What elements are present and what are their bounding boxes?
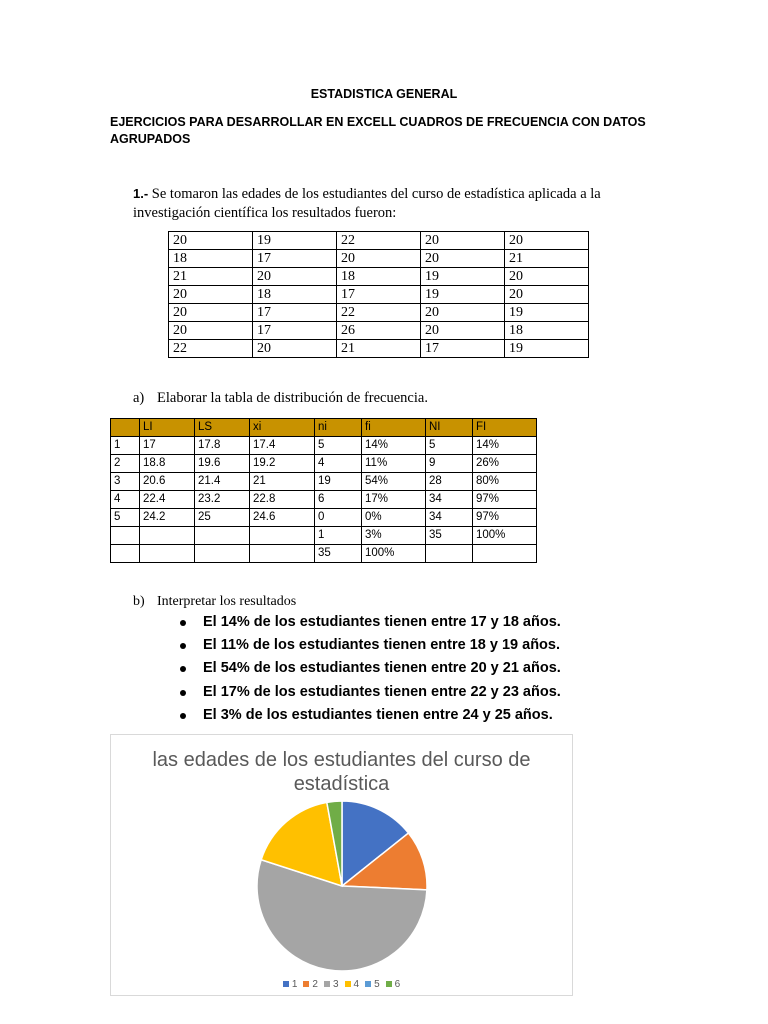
table-cell: 20	[421, 304, 505, 322]
list-item: El 3% de los estudiantes tienen entre 24 y 25 años.	[180, 704, 561, 727]
table-cell: 80%	[473, 473, 537, 491]
table-cell: 17	[421, 340, 505, 358]
table-cell: 54%	[362, 473, 426, 491]
legend-item-5	[365, 979, 380, 990]
table-cell: 14%	[473, 437, 537, 455]
pie-chart	[110, 734, 573, 996]
table-cell: 26%	[473, 455, 537, 473]
table-cell: 20	[337, 250, 421, 268]
table-cell: 19.6	[195, 455, 250, 473]
table-cell	[111, 527, 140, 545]
legend-label: 3	[332, 979, 339, 990]
table-cell: 100%	[473, 527, 537, 545]
bullet-icon	[180, 666, 186, 672]
list-item: El 14% de los estudiantes tienen entre 17 y 18 años.	[180, 611, 561, 634]
legend-item-6	[386, 979, 401, 990]
legend-label: 2	[312, 979, 318, 990]
table-cell: 22	[169, 340, 253, 358]
table-row	[111, 473, 537, 491]
table-row	[111, 527, 537, 545]
question-number: 1.-	[133, 186, 149, 201]
legend-swatch	[303, 981, 309, 987]
column-header: FI	[473, 419, 537, 437]
table-row	[169, 340, 589, 358]
table-cell: 34	[426, 509, 473, 527]
table-cell: 17	[253, 304, 337, 322]
chart-title: las edades de los estudiantes del curso de estadística	[152, 749, 531, 795]
legend-swatch	[283, 981, 289, 987]
table-cell: 17	[140, 437, 195, 455]
table-cell: 24.6	[250, 509, 315, 527]
bullet-icon	[180, 713, 186, 719]
table-cell	[111, 545, 140, 563]
table-cell	[140, 545, 195, 563]
column-header: ni	[315, 419, 362, 437]
table-row	[169, 268, 589, 286]
page-title: ESTADISTICA GENERAL	[310, 87, 458, 101]
legend-label: 6	[394, 979, 401, 990]
table-cell: 5	[111, 509, 140, 527]
table-cell: 22.8	[250, 491, 315, 509]
question-1	[133, 184, 653, 223]
table-cell: 97%	[473, 509, 537, 527]
legend-swatch	[386, 981, 392, 987]
table-cell: 21	[337, 340, 421, 358]
table-row	[111, 455, 537, 473]
table-row	[111, 509, 537, 527]
table-cell	[250, 527, 315, 545]
table-cell: 0%	[362, 509, 426, 527]
table-row	[169, 232, 589, 250]
legend-item-4	[345, 979, 360, 990]
table-cell: 18.8	[140, 455, 195, 473]
exercise-subtitle: EJERCICIOS PARA DESARROLLAR EN EXCELL CUADROS DE FRECUENCIA CON DATOS AGRUPADOS	[110, 115, 646, 146]
table-cell: 22	[337, 232, 421, 250]
item-b-label: b)	[133, 594, 145, 609]
bullet-icon	[180, 690, 186, 696]
table-row	[111, 437, 537, 455]
table-cell: 17	[337, 286, 421, 304]
table-row	[169, 286, 589, 304]
table-row	[111, 491, 537, 509]
table-cell: 5	[426, 437, 473, 455]
table-cell	[473, 545, 537, 563]
table-cell: 26	[337, 322, 421, 340]
list-item: El 17% de los estudiantes tienen entre 22 y 23 años.	[180, 681, 561, 704]
legend-swatch	[324, 981, 330, 987]
table-cell: 100%	[362, 545, 426, 563]
table-header-row	[111, 419, 537, 437]
legend-label: 4	[353, 979, 360, 990]
legend-item-2	[303, 979, 318, 990]
table-cell: 18	[169, 250, 253, 268]
table-cell: 23.2	[195, 491, 250, 509]
table-cell: 21	[250, 473, 315, 491]
column-header	[111, 419, 140, 437]
chart-legend	[111, 979, 572, 990]
table-cell: 28	[426, 473, 473, 491]
legend-swatch	[345, 981, 351, 987]
table-cell: 35	[426, 527, 473, 545]
table-cell: 19	[315, 473, 362, 491]
column-header: fi	[362, 419, 426, 437]
table-cell: 19	[505, 304, 589, 322]
table-row	[169, 304, 589, 322]
table-cell: 20	[169, 304, 253, 322]
table-cell: 22	[337, 304, 421, 322]
table-cell: 17.8	[195, 437, 250, 455]
table-cell	[195, 527, 250, 545]
table-cell: 19.2	[250, 455, 315, 473]
column-header: LI	[140, 419, 195, 437]
item-b	[133, 594, 296, 610]
column-header: NI	[426, 419, 473, 437]
table-cell: 20	[421, 322, 505, 340]
table-cell	[250, 545, 315, 563]
table-cell: 20	[505, 286, 589, 304]
table-cell: 17	[253, 322, 337, 340]
table-cell: 25	[195, 509, 250, 527]
frequency-table	[110, 418, 537, 563]
pie-chart-svg	[111, 735, 572, 995]
table-row	[169, 322, 589, 340]
legend-item-1	[283, 979, 298, 990]
table-cell: 20	[421, 232, 505, 250]
table-cell: 20	[253, 268, 337, 286]
bullet-icon	[180, 643, 186, 649]
table-cell: 20.6	[140, 473, 195, 491]
item-a-text: Elaborar la tabla de distribución de frecuencia.	[157, 390, 428, 406]
table-cell: 9	[426, 455, 473, 473]
table-cell: 1	[315, 527, 362, 545]
bullet-icon	[180, 620, 186, 626]
item-a	[133, 390, 428, 407]
table-cell: 20	[169, 286, 253, 304]
table-cell: 20	[169, 232, 253, 250]
table-cell: 19	[421, 268, 505, 286]
table-cell: 21	[505, 250, 589, 268]
table-cell: 4	[111, 491, 140, 509]
raw-data-table	[168, 231, 589, 358]
table-cell: 22.4	[140, 491, 195, 509]
table-cell: 6	[315, 491, 362, 509]
table-cell: 17	[253, 250, 337, 268]
legend-item-3	[324, 979, 339, 990]
table-cell: 18	[337, 268, 421, 286]
list-item: El 54% de los estudiantes tienen entre 20 y 21 años.	[180, 657, 561, 680]
interpretation-list	[180, 611, 561, 727]
table-cell: 17.4	[250, 437, 315, 455]
legend-swatch	[365, 981, 371, 987]
table-cell: 35	[315, 545, 362, 563]
table-cell: 4	[315, 455, 362, 473]
table-cell: 34	[426, 491, 473, 509]
table-cell: 20	[253, 340, 337, 358]
question-text: Se tomaron las edades de los estudiantes del curso de estadística aplicada a la investigación científica los resultados fueron:	[133, 186, 601, 221]
table-cell: 20	[505, 268, 589, 286]
item-b-text: Interpretar los resultados	[157, 594, 297, 609]
table-cell: 17%	[362, 491, 426, 509]
list-item: El 11% de los estudiantes tienen entre 18 y 19 años.	[180, 634, 561, 657]
legend-label: 5	[374, 979, 380, 990]
table-cell: 11%	[362, 455, 426, 473]
table-cell: 18	[253, 286, 337, 304]
table-cell: 20	[169, 322, 253, 340]
table-cell: 5	[315, 437, 362, 455]
legend-label: 1	[291, 979, 298, 990]
table-cell: 24.2	[140, 509, 195, 527]
item-a-label: a)	[133, 390, 145, 406]
column-header: LS	[195, 419, 250, 437]
table-cell: 19	[421, 286, 505, 304]
table-cell: 19	[505, 340, 589, 358]
table-row	[111, 545, 537, 563]
table-cell: 20	[505, 232, 589, 250]
table-cell	[195, 545, 250, 563]
column-header: xi	[250, 419, 315, 437]
table-cell: 21	[169, 268, 253, 286]
table-cell: 3%	[362, 527, 426, 545]
table-cell: 0	[315, 509, 362, 527]
table-cell: 97%	[473, 491, 537, 509]
table-cell: 14%	[362, 437, 426, 455]
table-row	[169, 250, 589, 268]
table-cell	[426, 545, 473, 563]
table-cell: 2	[111, 455, 140, 473]
table-cell: 20	[421, 250, 505, 268]
table-cell: 3	[111, 473, 140, 491]
table-cell: 21.4	[195, 473, 250, 491]
table-cell: 19	[253, 232, 337, 250]
table-cell	[140, 527, 195, 545]
table-cell: 1	[111, 437, 140, 455]
table-cell: 18	[505, 322, 589, 340]
